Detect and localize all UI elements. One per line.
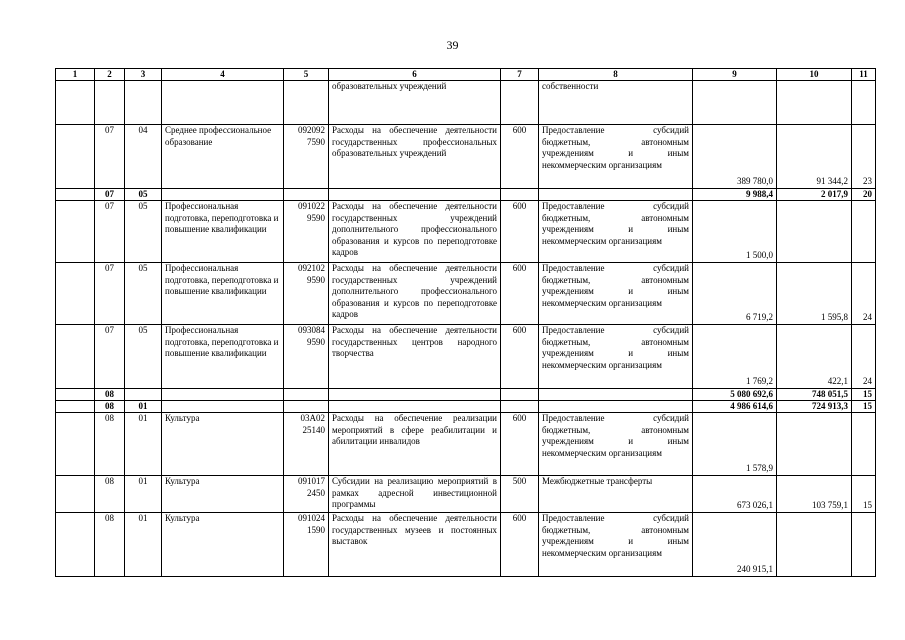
cell-amount-subsidy: 724 913,3 <box>777 401 852 413</box>
cell-target-code <box>284 189 329 201</box>
column-header: 5 <box>284 69 329 81</box>
cell-expense-type-name: Предоставление субсидий бюджетным, автономным учреждениям и иным некоммерческим организациям <box>539 263 693 325</box>
cell-index <box>56 81 95 125</box>
cell-section: 08 <box>95 476 125 513</box>
cell-expense-description <box>329 401 501 413</box>
cell-percent: 20 <box>852 189 876 201</box>
cell-amount-subsidy: 1 595,8 <box>777 263 852 325</box>
cell-section-name <box>162 81 284 125</box>
cell-amount-subsidy <box>777 413 852 476</box>
cell-amount-total <box>693 81 777 125</box>
cell-expense-type-name: собственности <box>539 81 693 125</box>
cell-amount-subsidy: 103 759,1 <box>777 476 852 513</box>
cell-section-name: Среднее профессиональное образование <box>162 125 284 189</box>
cell-expense-description: Расходы на обеспечение деятельности государственных музеев и постоянных выставок <box>329 513 501 577</box>
cell-index <box>56 401 95 413</box>
cell-target-code: 092102 9590 <box>284 263 329 325</box>
column-header: 8 <box>539 69 693 81</box>
cell-expense-type-code: 600 <box>501 263 539 325</box>
column-header: 7 <box>501 69 539 81</box>
cell-amount-total: 9 988,4 <box>693 189 777 201</box>
cell-index <box>56 125 95 189</box>
cell-percent: 15 <box>852 476 876 513</box>
cell-amount-total: 5 080 692,6 <box>693 389 777 401</box>
cell-subsection <box>125 81 162 125</box>
cell-section-name: Профессиональная подготовка, переподготовка и повышение квалификации <box>162 325 284 389</box>
cell-expense-description: Расходы на обеспечение деятельности государственных центров народного творчества <box>329 325 501 389</box>
cell-subsection: 01 <box>125 413 162 476</box>
column-header: 10 <box>777 69 852 81</box>
cell-amount-subsidy <box>777 513 852 577</box>
cell-percent <box>852 81 876 125</box>
cell-expense-description <box>329 389 501 401</box>
cell-amount-total: 389 780,0 <box>693 125 777 189</box>
cell-target-code: 092092 7590 <box>284 125 329 189</box>
subtotal-row <box>56 189 876 201</box>
cell-expense-type-code: 600 <box>501 513 539 577</box>
cell-percent: 15 <box>852 389 876 401</box>
table-row <box>56 325 876 389</box>
cell-amount-total: 6 719,2 <box>693 263 777 325</box>
cell-index <box>56 389 95 401</box>
cell-section-name <box>162 389 284 401</box>
cell-amount-total: 4 986 614,6 <box>693 401 777 413</box>
cell-target-code <box>284 401 329 413</box>
cell-section: 08 <box>95 401 125 413</box>
cell-expense-type-code: 500 <box>501 476 539 513</box>
cell-percent <box>852 513 876 577</box>
cell-section: 07 <box>95 263 125 325</box>
cell-subsection: 05 <box>125 263 162 325</box>
cell-subsection: 05 <box>125 325 162 389</box>
table-row <box>56 201 876 263</box>
cell-target-code: 091024 1590 <box>284 513 329 577</box>
table-header-row <box>56 69 876 81</box>
cell-expense-type-code <box>501 189 539 201</box>
cell-expense-description: Расходы на обеспечение деятельности государственных профессиональных образовательных учреждений <box>329 125 501 189</box>
cell-section-name: Культура <box>162 513 284 577</box>
cell-subsection: 01 <box>125 513 162 577</box>
cell-expense-type-code <box>501 81 539 125</box>
cell-section-name: Профессиональная подготовка, переподготовка и повышение квалификации <box>162 201 284 263</box>
cell-expense-type-name: Предоставление субсидий бюджетным, автономным учреждениям и иным некоммерческим организациям <box>539 413 693 476</box>
cell-section-name: Культура <box>162 413 284 476</box>
cell-amount-subsidy <box>777 201 852 263</box>
cell-expense-type-name: Предоставление субсидий бюджетным, автономным учреждениям и иным некоммерческим организациям <box>539 125 693 189</box>
cell-index <box>56 325 95 389</box>
cell-expense-type-name <box>539 401 693 413</box>
cell-section: 08 <box>95 413 125 476</box>
cell-expense-description: Субсидии на реализацию мероприятий в рамках адресной инвестиционной программы <box>329 476 501 513</box>
cell-target-code: 091017 2450 <box>284 476 329 513</box>
cell-expense-description: Расходы на обеспечение деятельности государственных учреждений дополнительного профессионального образования и курсов по переподготовке кадров <box>329 263 501 325</box>
column-header: 4 <box>162 69 284 81</box>
cell-percent <box>852 201 876 263</box>
cell-amount-total: 673 026,1 <box>693 476 777 513</box>
cell-subsection <box>125 389 162 401</box>
cell-subsection: 04 <box>125 125 162 189</box>
cell-expense-type-code: 600 <box>501 201 539 263</box>
cell-amount-total: 1 769,2 <box>693 325 777 389</box>
cell-subsection: 01 <box>125 401 162 413</box>
column-header: 2 <box>95 69 125 81</box>
cell-target-code: 03А02 25140 <box>284 413 329 476</box>
cell-target-code: 091022 9590 <box>284 201 329 263</box>
cell-target-code: 093084 9590 <box>284 325 329 389</box>
column-header: 3 <box>125 69 162 81</box>
cell-expense-description <box>329 189 501 201</box>
cell-expense-type-code <box>501 389 539 401</box>
cell-amount-subsidy: 91 344,2 <box>777 125 852 189</box>
budget-table <box>55 68 876 577</box>
cell-index <box>56 189 95 201</box>
table-row <box>56 125 876 189</box>
column-header: 1 <box>56 69 95 81</box>
cell-expense-description: Расходы на обеспечение реализации мероприятий в сфере реабилитации и абилитации инвалидов <box>329 413 501 476</box>
cell-section-name <box>162 401 284 413</box>
column-header: 6 <box>329 69 501 81</box>
cell-section: 07 <box>95 325 125 389</box>
cell-expense-type-name <box>539 389 693 401</box>
cell-expense-description: образовательных учреждений <box>329 81 501 125</box>
cell-amount-subsidy: 2 017,9 <box>777 189 852 201</box>
column-header: 9 <box>693 69 777 81</box>
cell-percent: 15 <box>852 401 876 413</box>
cell-amount-total: 1 578,9 <box>693 413 777 476</box>
cell-expense-type-name: Предоставление субсидий бюджетным, автономным учреждениям и иным некоммерческим организациям <box>539 325 693 389</box>
cell-amount-subsidy: 748 051,5 <box>777 389 852 401</box>
cell-section: 07 <box>95 201 125 263</box>
table-row <box>56 263 876 325</box>
cell-target-code <box>284 81 329 125</box>
cell-section: 08 <box>95 389 125 401</box>
subtotal-row <box>56 401 876 413</box>
table-row <box>56 476 876 513</box>
cell-amount-subsidy: 422,1 <box>777 325 852 389</box>
cell-section <box>95 81 125 125</box>
column-header: 11 <box>852 69 876 81</box>
cell-expense-description: Расходы на обеспечение деятельности государственных учреждений дополнительного профессионального образования и курсов по переподготовке кадров <box>329 201 501 263</box>
cell-amount-total: 240 915,1 <box>693 513 777 577</box>
cell-section: 07 <box>95 189 125 201</box>
subtotal-row <box>56 389 876 401</box>
cell-section-name <box>162 189 284 201</box>
cell-section: 07 <box>95 125 125 189</box>
cell-subsection: 01 <box>125 476 162 513</box>
cell-index <box>56 476 95 513</box>
cell-expense-type-code <box>501 401 539 413</box>
cell-amount-total: 1 500,0 <box>693 201 777 263</box>
cell-percent: 24 <box>852 325 876 389</box>
cell-section-name: Культура <box>162 476 284 513</box>
table-row <box>56 81 876 125</box>
cell-section: 08 <box>95 513 125 577</box>
cell-target-code <box>284 389 329 401</box>
cell-expense-type-name: Предоставление субсидий бюджетным, автономным учреждениям и иным некоммерческим организациям <box>539 201 693 263</box>
cell-percent <box>852 413 876 476</box>
cell-amount-subsidy <box>777 81 852 125</box>
page-number: 39 <box>446 38 459 52</box>
cell-expense-type-name: Межбюджетные трансферты <box>539 476 693 513</box>
cell-index <box>56 201 95 263</box>
cell-section-name: Профессиональная подготовка, переподготовка и повышение квалификации <box>162 263 284 325</box>
cell-percent: 24 <box>852 263 876 325</box>
cell-index <box>56 263 95 325</box>
cell-expense-type-name: Предоставление субсидий бюджетным, автономным учреждениям и иным некоммерческим организациям <box>539 513 693 577</box>
cell-expense-type-code: 600 <box>501 125 539 189</box>
table-row <box>56 513 876 577</box>
cell-percent: 23 <box>852 125 876 189</box>
cell-expense-type-code: 600 <box>501 325 539 389</box>
cell-expense-type-code: 600 <box>501 413 539 476</box>
cell-index <box>56 413 95 476</box>
table-row <box>56 413 876 476</box>
cell-expense-type-name <box>539 189 693 201</box>
cell-index <box>56 513 95 577</box>
cell-subsection: 05 <box>125 201 162 263</box>
cell-subsection: 05 <box>125 189 162 201</box>
